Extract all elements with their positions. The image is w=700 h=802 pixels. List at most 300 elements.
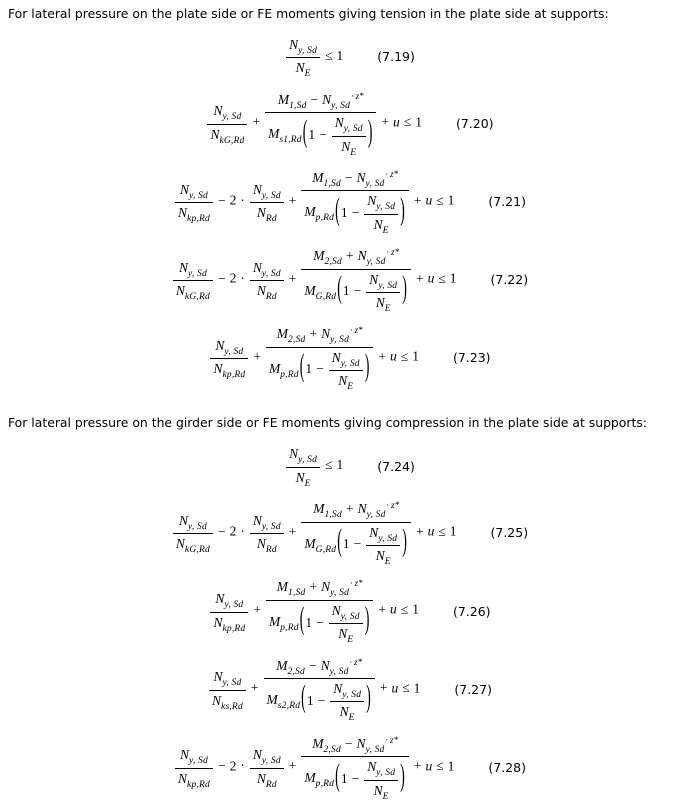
math-var: N — [295, 469, 305, 485]
math-var: N — [339, 704, 349, 720]
fraction-numerator — [173, 260, 213, 280]
math-subscript: kG,Rd — [219, 135, 245, 146]
math-operator: + — [309, 579, 318, 595]
math-literal: 1 — [342, 536, 350, 552]
math-subscript: y, Sd — [331, 100, 351, 111]
math-operator: − — [344, 735, 353, 751]
math-literal: 1 — [447, 758, 455, 774]
math-operator: ≤ — [400, 602, 409, 618]
paren-content — [340, 759, 399, 802]
math-subscript: y, Sd — [365, 178, 385, 189]
fraction-numerator — [265, 92, 376, 112]
fraction-denominator — [173, 533, 213, 556]
fraction-numerator — [264, 658, 375, 678]
math-operator: − — [344, 169, 353, 185]
math-subscript: E — [304, 69, 311, 80]
math-var: M — [276, 326, 289, 342]
math-subscript: E — [384, 303, 391, 314]
fraction-denominator — [366, 545, 400, 568]
math-subscript: G,Rd — [315, 544, 337, 555]
math-subscript: E — [382, 791, 389, 802]
math-paren-group — [302, 115, 374, 158]
math-operator: + — [381, 114, 390, 130]
close-paren: ) — [400, 194, 405, 229]
math-fraction — [264, 656, 375, 724]
math-subscript: E — [384, 557, 391, 568]
paren-content — [340, 193, 399, 236]
math-var: N — [367, 193, 377, 209]
math-var: N — [175, 536, 185, 552]
math-operator: · — [240, 192, 245, 208]
math-subscript: y, Sd — [187, 268, 207, 279]
math-var: u — [390, 602, 397, 618]
fraction-numerator — [286, 37, 320, 57]
math-literal: 1 — [306, 692, 314, 708]
math-operator: · — [240, 270, 245, 286]
fraction-numerator — [329, 603, 363, 623]
math-operator: + — [379, 680, 388, 696]
math-subscript: 2,Sd — [323, 744, 341, 755]
math-var: u — [425, 192, 433, 208]
fraction-numerator — [366, 272, 400, 292]
fraction-denominator — [175, 202, 213, 225]
section — [0, 6, 700, 393]
math-operator: ≤ — [402, 680, 410, 696]
math-operator: ≤ — [438, 523, 446, 539]
equation — [172, 500, 457, 568]
math-fraction — [301, 500, 411, 568]
math-subscript: y, Sd — [261, 190, 281, 201]
equation-row-7.28 — [0, 734, 700, 802]
fraction-numerator — [250, 260, 284, 280]
math-subscript: p,Rd — [280, 369, 299, 380]
math-subscript: Rd — [265, 292, 277, 303]
fraction-denominator — [210, 358, 248, 381]
math-literal: 1 — [412, 602, 419, 618]
math-operator: + — [252, 114, 261, 130]
math-literal: 1 — [449, 523, 457, 539]
paren-content — [305, 349, 363, 393]
fraction-numerator — [364, 759, 398, 779]
equation-number: (7.26) — [452, 603, 491, 619]
math-fraction — [209, 669, 246, 712]
math-subscript: kp,Rd — [187, 779, 210, 790]
math-var: N — [252, 181, 262, 197]
math-var: N — [210, 126, 220, 142]
math-fraction — [210, 591, 248, 634]
math-var: u — [427, 523, 435, 539]
fraction-denominator — [209, 690, 246, 712]
math-subscript: kG,Rd — [184, 292, 210, 303]
math-fraction — [173, 259, 213, 303]
math-fraction — [364, 759, 398, 802]
math-paren-group — [299, 349, 371, 393]
math-fraction — [301, 734, 408, 802]
math-fraction — [250, 512, 284, 556]
math-var: N — [178, 259, 188, 275]
equation — [172, 247, 457, 314]
fraction-numerator — [301, 248, 411, 268]
math-var: u — [427, 270, 435, 286]
math-var: N — [333, 680, 343, 696]
math-superscript: · z* — [350, 578, 363, 589]
math-operator: ≤ — [400, 348, 409, 364]
math-var: N — [252, 747, 262, 763]
math-subscript: y, Sd — [376, 768, 396, 779]
math-var: N — [213, 669, 223, 685]
math-var: N — [321, 579, 331, 595]
fraction-denominator — [301, 522, 411, 568]
math-superscript: · z* — [350, 325, 363, 336]
fraction-denominator — [264, 678, 375, 724]
open-paren: ( — [299, 350, 305, 385]
fraction-numerator — [250, 747, 284, 767]
fraction-denominator — [286, 57, 320, 80]
paren-content — [305, 602, 363, 646]
equation — [285, 37, 344, 80]
math-superscript: · z* — [386, 500, 400, 511]
math-var: M — [304, 204, 316, 220]
math-var: N — [252, 512, 262, 528]
math-var: N — [175, 283, 185, 299]
math-operator: + — [288, 523, 297, 539]
math-var: M — [312, 169, 324, 185]
equation-number: (7.23) — [452, 350, 491, 366]
close-paren: ) — [364, 350, 370, 385]
math-operator: + — [250, 680, 259, 696]
math-literal: 2 — [229, 758, 237, 774]
fraction-denominator — [301, 756, 408, 802]
math-operator: − — [319, 126, 327, 142]
math-operator: + — [253, 348, 261, 364]
math-literal: 1 — [305, 361, 313, 377]
math-fraction — [286, 37, 320, 80]
equation-row-7.24 — [0, 446, 700, 489]
math-var: N — [334, 115, 344, 131]
equation — [209, 578, 419, 646]
fraction-denominator — [301, 190, 408, 236]
equation-row-7.26 — [0, 578, 700, 646]
math-operator: ≤ — [403, 114, 412, 130]
math-var: N — [179, 181, 189, 197]
fraction-denominator — [364, 214, 398, 236]
equation-row-7.23 — [0, 325, 700, 393]
math-var: N — [178, 512, 188, 528]
math-var: N — [373, 216, 383, 232]
math-fraction — [329, 349, 363, 393]
math-subscript: y, Sd — [376, 202, 396, 213]
math-subscript: 2,Sd — [287, 666, 305, 677]
math-superscript: · z* — [351, 90, 364, 101]
math-subscript: y, Sd — [222, 112, 242, 123]
math-fraction — [250, 181, 284, 225]
math-var: N — [367, 759, 377, 775]
close-paren: ) — [367, 116, 373, 150]
equation — [206, 90, 422, 158]
math-literal: 1 — [340, 770, 348, 786]
equation-number: (7.21) — [488, 194, 526, 210]
math-var: u — [425, 758, 433, 774]
math-var: N — [320, 657, 330, 673]
math-operator: ≤ — [438, 270, 446, 286]
math-fraction — [330, 680, 364, 724]
math-operator: − — [317, 692, 326, 708]
math-subscript: y, Sd — [378, 533, 398, 544]
math-subscript: y, Sd — [187, 521, 207, 532]
math-subscript: y, Sd — [189, 190, 208, 201]
equation — [208, 656, 421, 724]
math-var: N — [256, 536, 266, 552]
math-var: N — [256, 283, 266, 299]
fraction-denominator — [173, 280, 213, 303]
math-subscript: 1,Sd — [288, 588, 306, 599]
math-subscript: y, Sd — [378, 280, 398, 291]
math-paren-group — [334, 759, 406, 802]
math-superscript: · z* — [349, 656, 363, 667]
math-paren-group — [334, 193, 406, 236]
fraction-numerator — [266, 326, 373, 346]
open-paren: ( — [335, 194, 340, 229]
fraction-numerator — [207, 103, 247, 123]
paren-content — [308, 115, 366, 158]
open-paren: ( — [337, 525, 342, 560]
fraction-denominator — [266, 600, 373, 646]
math-var: M — [312, 735, 324, 751]
close-paren: ) — [402, 525, 407, 560]
math-fraction — [207, 103, 247, 146]
math-var: N — [357, 248, 367, 264]
math-var: N — [331, 602, 341, 618]
equation-row-7.20 — [0, 90, 700, 158]
math-var: N — [178, 770, 188, 786]
math-subscript: y, Sd — [366, 510, 386, 521]
math-subscript: 1,Sd — [289, 100, 307, 111]
math-var: N — [289, 446, 299, 462]
math-operator: + — [309, 326, 318, 342]
fraction-numerator — [301, 501, 411, 521]
math-operator: + — [413, 758, 422, 774]
math-var: M — [266, 691, 278, 707]
math-operator: − — [308, 657, 317, 673]
math-operator: − — [310, 91, 319, 107]
math-operator: − — [217, 523, 226, 539]
equation-row-7.21 — [0, 168, 700, 236]
math-literal: 1 — [415, 114, 422, 130]
math-fraction — [364, 193, 398, 236]
math-fraction — [366, 272, 400, 312]
equation — [174, 168, 455, 236]
math-var: M — [268, 360, 281, 376]
math-var: M — [277, 91, 290, 107]
open-paren: ( — [302, 116, 308, 150]
math-literal: 1 — [449, 270, 457, 286]
math-var: N — [213, 614, 223, 630]
math-fraction — [332, 115, 366, 158]
fraction-numerator — [366, 525, 400, 545]
math-literal: 1 — [412, 348, 419, 364]
math-var: M — [313, 501, 325, 517]
math-var: M — [276, 579, 289, 595]
math-var: N — [375, 548, 385, 564]
math-var: N — [256, 770, 266, 786]
math-operator: ≤ — [436, 758, 444, 774]
fraction-numerator — [173, 513, 213, 533]
close-paren: ) — [402, 272, 407, 307]
equation-number: (7.24) — [377, 458, 415, 474]
math-var: N — [369, 524, 379, 540]
math-var: M — [268, 126, 280, 142]
fraction-denominator — [301, 269, 411, 312]
math-superscript: · z* — [385, 734, 399, 745]
math-operator: · — [240, 758, 245, 774]
math-literal: 1 — [305, 614, 313, 630]
math-subscript: 1,Sd — [323, 178, 341, 189]
math-fraction — [250, 747, 284, 790]
math-literal: 1 — [413, 680, 421, 696]
math-operator: − — [217, 192, 226, 208]
math-subscript: y, Sd — [261, 756, 281, 767]
math-subscript: Rd — [265, 545, 277, 556]
equation — [285, 446, 344, 489]
math-var: N — [356, 169, 366, 185]
fraction-numerator — [330, 681, 364, 701]
fraction-numerator — [175, 747, 213, 767]
math-var: N — [341, 138, 351, 154]
math-subscript: y, Sd — [189, 756, 208, 767]
equation-number: (7.20) — [455, 115, 494, 131]
math-subscript: p,Rd — [315, 779, 335, 790]
math-paren-group — [336, 524, 408, 568]
math-fraction — [265, 90, 376, 158]
fraction-denominator — [250, 533, 284, 556]
math-var: N — [357, 501, 367, 517]
math-var: N — [179, 747, 189, 763]
math-operator: − — [217, 270, 226, 286]
math-operator: + — [288, 192, 297, 208]
math-var: N — [289, 37, 299, 52]
math-subscript: y, Sd — [330, 335, 350, 346]
open-paren: ( — [299, 603, 305, 638]
math-operator: + — [253, 602, 261, 618]
math-var: N — [356, 735, 366, 751]
equation — [174, 734, 455, 802]
math-var: u — [393, 114, 400, 130]
math-fraction — [173, 512, 213, 556]
math-var: N — [338, 626, 348, 642]
math-subscript: E — [347, 382, 354, 393]
math-var: M — [313, 248, 325, 264]
math-fraction — [175, 747, 213, 790]
math-subscript: y, Sd — [340, 358, 360, 369]
fraction-denominator — [250, 768, 284, 790]
math-operator: − — [351, 770, 360, 786]
fraction-numerator — [209, 669, 246, 689]
math-literal: 1 — [340, 205, 348, 221]
math-operator: − — [217, 758, 226, 774]
math-fraction — [301, 168, 408, 236]
math-operator: · — [240, 523, 245, 539]
math-var: N — [215, 337, 225, 353]
math-literal: 2 — [229, 270, 237, 286]
fraction-numerator — [175, 182, 213, 202]
math-fraction — [266, 325, 373, 393]
math-var: N — [321, 326, 331, 342]
fraction-denominator — [329, 370, 363, 393]
math-subscript: y, Sd — [261, 521, 281, 532]
math-subscript: G,Rd — [315, 291, 337, 302]
math-literal: 2 — [229, 523, 237, 539]
math-operator: ≤ — [325, 47, 333, 63]
math-subscript: ks,Rd — [221, 701, 243, 712]
fraction-denominator — [207, 124, 247, 146]
math-fraction — [286, 446, 320, 489]
close-paren: ) — [364, 603, 370, 638]
math-literal: 1 — [308, 126, 316, 142]
math-subscript: kp,Rd — [187, 214, 210, 225]
math-subscript: 1,Sd — [324, 510, 342, 521]
math-var: M — [268, 613, 281, 629]
math-subscript: E — [304, 478, 311, 489]
math-var: M — [276, 657, 288, 673]
math-var: N — [338, 373, 348, 389]
document-page — [0, 6, 700, 802]
math-subscript: y, Sd — [222, 678, 242, 689]
math-subscript: Rd — [265, 779, 277, 790]
fraction-numerator — [301, 736, 408, 756]
fraction-denominator — [266, 347, 373, 393]
math-operator: − — [351, 205, 360, 221]
math-subscript: y, Sd — [224, 346, 244, 357]
math-operator: + — [345, 248, 354, 264]
math-subscript: kp,Rd — [222, 370, 246, 381]
math-fraction — [210, 337, 248, 381]
math-subscript: p,Rd — [315, 213, 335, 224]
math-fraction — [329, 602, 363, 646]
math-operator: ≤ — [325, 457, 333, 473]
math-var: u — [391, 680, 399, 696]
math-subscript: y, Sd — [343, 124, 363, 135]
math-subscript: y, Sd — [342, 689, 362, 700]
open-paren: ( — [301, 681, 306, 716]
math-literal: 1 — [336, 47, 344, 63]
math-literal: 1 — [447, 192, 455, 208]
paren-content — [306, 680, 365, 724]
fraction-numerator — [250, 182, 284, 202]
fraction-denominator — [366, 292, 400, 314]
math-subscript: Rd — [265, 214, 277, 225]
math-subscript: E — [348, 713, 355, 724]
math-operator: − — [316, 614, 324, 630]
fraction-denominator — [332, 136, 366, 158]
math-operator: + — [345, 501, 354, 517]
math-var: M — [304, 770, 316, 786]
math-operator: + — [378, 348, 387, 364]
equation-number: (7.25) — [490, 525, 529, 541]
fraction-denominator — [250, 202, 284, 225]
fraction-denominator — [250, 280, 284, 303]
math-operator: + — [415, 523, 424, 539]
math-subscript: y, Sd — [366, 257, 386, 268]
fraction-numerator — [329, 350, 363, 370]
math-subscript: kG,Rd — [184, 545, 210, 556]
equation-number: (7.19) — [377, 49, 415, 65]
math-subscript: s1,Rd — [279, 135, 302, 146]
math-literal: 1 — [342, 283, 350, 299]
math-fraction — [366, 524, 400, 568]
math-operator: + — [288, 270, 297, 286]
fraction-numerator — [250, 513, 284, 533]
fraction-denominator — [364, 780, 398, 802]
